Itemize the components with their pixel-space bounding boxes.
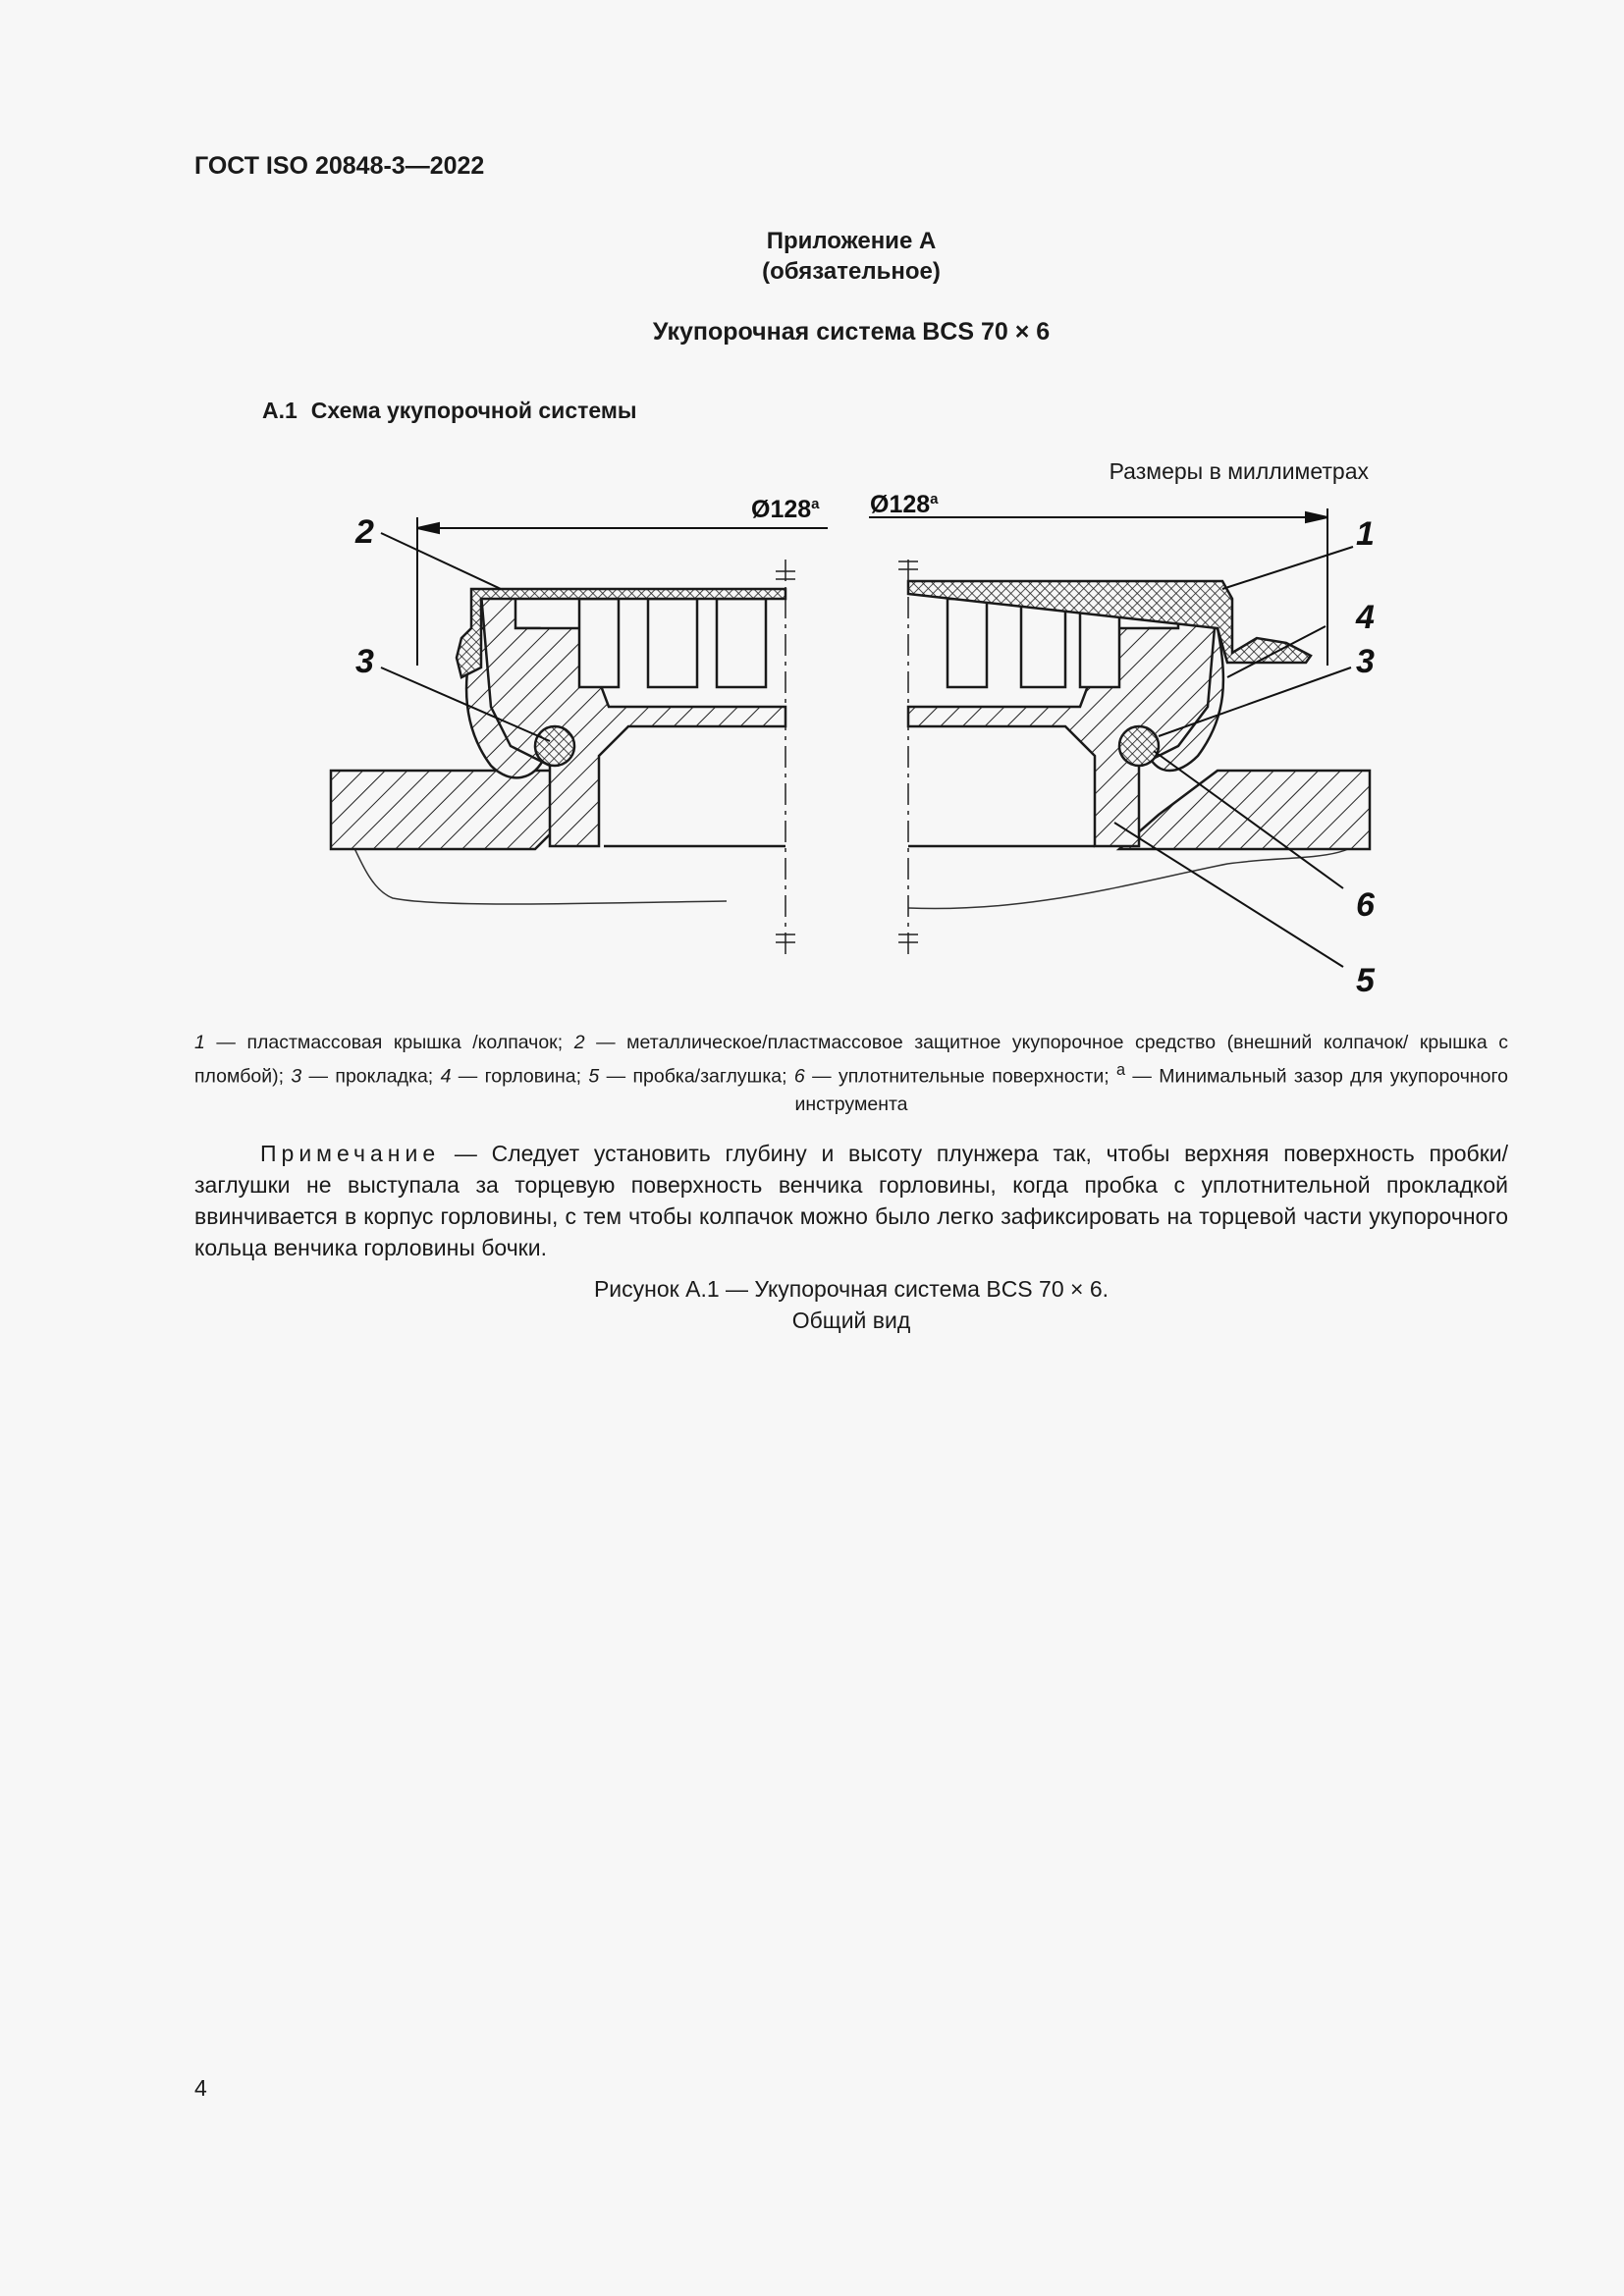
callout-3-left: 3 — [355, 643, 374, 680]
annex-title: Приложение А — [766, 228, 937, 254]
callout-5: 5 — [1356, 962, 1375, 999]
subsection-title: Схема укупорочной системы — [310, 398, 637, 423]
figure-caption — [0, 1273, 1624, 1336]
drum-top-left — [331, 771, 569, 849]
subsection-heading — [262, 398, 637, 424]
callout-3-right: 3 — [1356, 643, 1375, 680]
drum-top-right — [1119, 771, 1370, 849]
callout-6: 6 — [1356, 886, 1375, 924]
annex-heading — [0, 226, 1624, 287]
callout-1: 1 — [1356, 515, 1375, 553]
dimension-right-label: Ø128$^a$ — [870, 491, 939, 518]
plug-ribs-left — [579, 599, 766, 687]
note-label: Примечание — [260, 1141, 441, 1166]
callout-4: 4 — [1356, 599, 1375, 636]
caption-line-1: Рисунок А.1 — Укупорочная система BCS 70 × 6. — [593, 1276, 1110, 1302]
axis-ticks — [776, 561, 918, 942]
note-paragraph — [194, 1138, 1508, 1263]
page-number: 4 — [194, 2075, 207, 2101]
right-section — [908, 581, 1370, 849]
dimension-left-label: Ø128$^a$ — [751, 496, 820, 523]
left-section — [331, 589, 785, 849]
document-header: ГОСТ ISO 20848-3—2022 — [194, 152, 485, 180]
callout-2: 2 — [355, 513, 374, 551]
caption-line-2: Общий вид — [791, 1308, 911, 1333]
system-title: Укупорочная система BCS 70 × 6 — [652, 318, 1051, 346]
gasket-left — [535, 726, 574, 766]
gasket-right — [1119, 726, 1159, 766]
dimensions-note: Размеры в миллиметрах — [1109, 458, 1369, 484]
note-text: — Следует установить глубину и высоту плунжера так, чтобы верхняя поверхность пробки/ заглушки не выступала за торцевую поверхность венчика горловины, когда пробка с уплотнительной прокладкой ввинчивается в корпус горловины, с тем чтобы колпачок можно было легко зафиксировать на торцевой части укупорочного кольца венчика горловины бочки. — [194, 1141, 1508, 1260]
subsection-number: А.1 — [262, 398, 298, 423]
center-axes — [785, 560, 908, 957]
annex-status: (обязательное) — [762, 258, 941, 285]
figure-legend: 1 — пластмассовая крышка /колпачок; 2 — металлическое/пластмассовое защитное укупорочное средство (внешний колпачок/ крышка с пломбой); 3 — прокладка; 4 — горловина; 5 — пробка/заглушка; 6 — уплотнительные поверхности; $^a$ — Минимальный зазор для укупорочного инструмента — [194, 1032, 1509, 1115]
closure-system-drawing — [0, 481, 1624, 1011]
